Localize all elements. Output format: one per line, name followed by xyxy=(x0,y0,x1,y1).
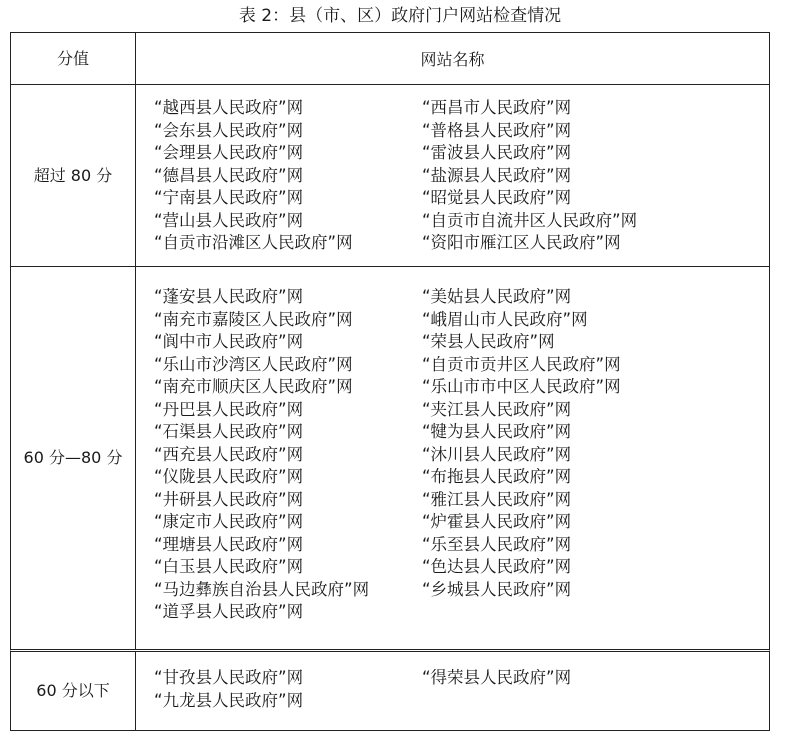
site-name: “资阳市雁江区人民政府”网 xyxy=(422,233,621,252)
site-name: “康定市人民政府”网 xyxy=(154,512,304,531)
header-sites-cell xyxy=(136,33,769,84)
site-name: “自贡市自流井区人民政府”网 xyxy=(422,210,638,230)
site-name: “色达县人民政府”网 xyxy=(422,557,572,576)
site-name: “炉霍县人民政府”网 xyxy=(422,512,572,531)
site-name: “沐川县人民政府”网 xyxy=(422,444,572,464)
site-name: “南充市顺庆区人民政府”网 xyxy=(154,377,353,396)
site-name: “会理县人民政府”网 xyxy=(154,143,304,162)
site-name: “丹巴县人民政府”网 xyxy=(154,399,304,419)
site-list-60-80 xyxy=(154,286,764,624)
header-sites: 网站名称 xyxy=(420,50,485,69)
site-name: “布拖县人民政府”网 xyxy=(422,467,572,486)
site-name: “自贡市贡井区人民政府”网 xyxy=(422,354,621,374)
site-name: “乐山市市中区人民政府”网 xyxy=(422,377,621,396)
site-list-above-80 xyxy=(154,97,764,255)
site-name: “自贡市沿滩区人民政府”网 xyxy=(154,233,353,252)
site-name: “理塘县人民政府”网 xyxy=(154,534,304,554)
site-name: “峨眉山市人民政府”网 xyxy=(422,309,588,329)
site-name: “雷波县人民政府”网 xyxy=(422,143,572,162)
site-name: “夹江县人民政府”网 xyxy=(422,399,572,419)
site-name: “西昌市人民政府”网 xyxy=(422,98,572,117)
group-row-60-80 xyxy=(10,266,770,650)
sites-cell-60-80 xyxy=(136,267,769,649)
site-name: “乡城县人民政府”网 xyxy=(422,579,572,599)
site-name: “乐山市沙湾区人民政府”网 xyxy=(154,354,353,374)
site-name: “石渠县人民政府”网 xyxy=(154,422,304,441)
site-list-below-60 xyxy=(154,667,764,712)
site-name: “阆中市人民政府”网 xyxy=(154,332,304,351)
site-name: “白玉县人民政府”网 xyxy=(154,557,304,576)
site-name: “荣县人民政府”网 xyxy=(422,332,555,351)
site-name: “普格县人民政府”网 xyxy=(422,120,572,140)
site-name: “越西县人民政府”网 xyxy=(154,98,304,117)
site-name: “乐至县人民政府”网 xyxy=(422,534,572,554)
site-name: “马边彝族自治县人民政府”网 xyxy=(154,579,370,599)
site-name: “蓬安县人民政府”网 xyxy=(154,287,304,306)
site-name: “南充市嘉陵区人民政府”网 xyxy=(154,309,353,329)
sites-cell-above-80 xyxy=(136,85,769,266)
group-row-below-60 xyxy=(10,649,770,731)
site-name: “仪陇县人民政府”网 xyxy=(154,467,304,486)
site-name: “雅江县人民政府”网 xyxy=(422,489,572,509)
sites-cell-below-60 xyxy=(136,652,769,730)
header-score: 分值 xyxy=(11,33,136,84)
site-name: “盐源县人民政府”网 xyxy=(422,165,572,185)
site-name: “甘孜县人民政府”网 xyxy=(154,668,304,687)
site-name: “井研县人民政府”网 xyxy=(154,489,304,509)
site-name: “西充县人民政府”网 xyxy=(154,444,304,464)
group-row-above-80 xyxy=(10,84,770,267)
header-row xyxy=(10,32,770,85)
site-name: “德昌县人民政府”网 xyxy=(154,165,304,185)
site-name: “美姑县人民政府”网 xyxy=(422,287,572,306)
site-name: “道孚县人民政府”网 xyxy=(154,602,304,621)
site-name: “犍为县人民政府”网 xyxy=(422,422,572,441)
site-name: “营山县人民政府”网 xyxy=(154,210,304,230)
score-60-80: 60 分—80 分 xyxy=(11,267,136,649)
table-title: 表 2：县（市、区）政府门户网站检查情况 xyxy=(238,6,562,26)
site-name: “会东县人民政府”网 xyxy=(154,120,304,140)
score-below-60: 60 分以下 xyxy=(11,652,136,730)
site-name: “九龙县人民政府”网 xyxy=(154,690,304,710)
score-above-80: 超过 80 分 xyxy=(11,85,136,266)
site-name: “宁南县人民政府”网 xyxy=(154,188,304,207)
site-name: “昭觉县人民政府”网 xyxy=(422,188,572,207)
site-name: “得荣县人民政府”网 xyxy=(422,668,572,687)
